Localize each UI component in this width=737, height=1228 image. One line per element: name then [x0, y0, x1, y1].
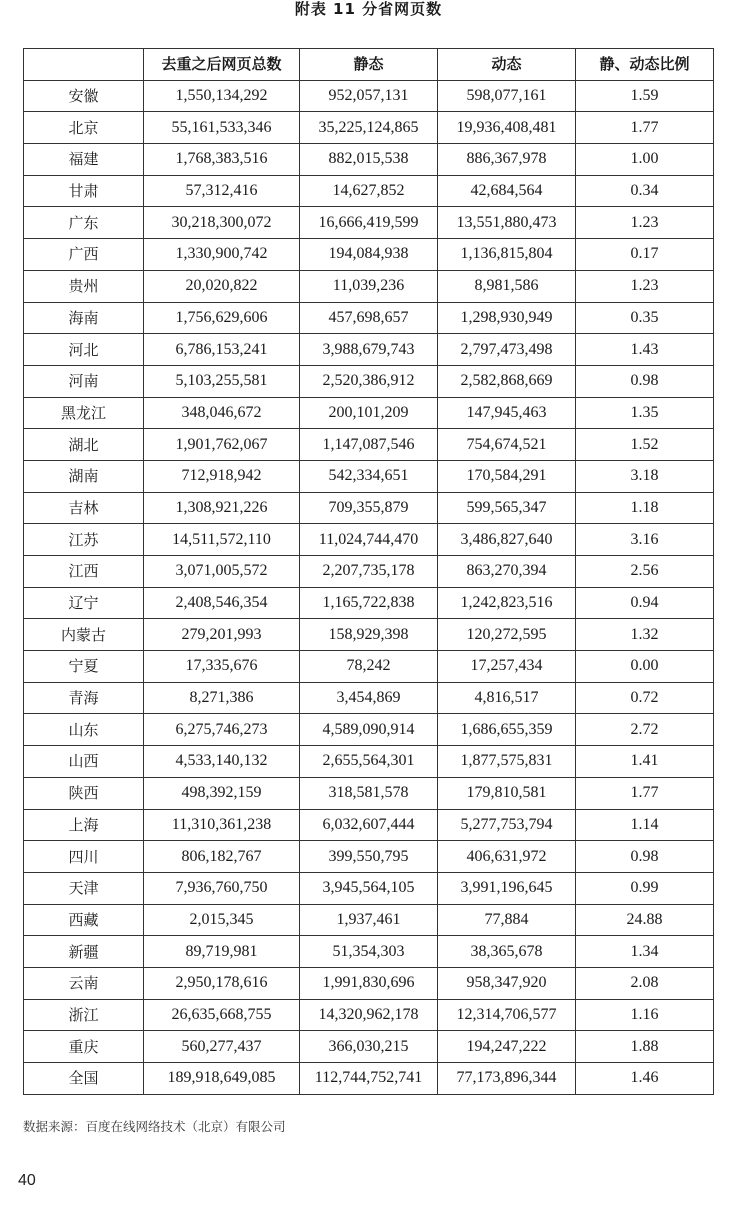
cell-dynamic: 1,136,815,804	[438, 239, 576, 271]
table-row	[24, 682, 714, 714]
cell-dynamic: 17,257,434	[438, 651, 576, 683]
cell-dynamic: 1,242,823,516	[438, 587, 576, 619]
table-row	[24, 904, 714, 936]
cell-static: 1,165,722,838	[300, 587, 438, 619]
cell-province: 辽宁	[24, 587, 144, 619]
cell-ratio: 1.18	[576, 492, 714, 524]
cell-static: 3,454,869	[300, 682, 438, 714]
cell-province: 西藏	[24, 904, 144, 936]
cell-ratio: 1.59	[576, 80, 714, 112]
cell-total-pages: 6,275,746,273	[144, 714, 300, 746]
cell-dynamic: 406,631,972	[438, 841, 576, 873]
cell-ratio: 1.32	[576, 619, 714, 651]
cell-static: 3,945,564,105	[300, 872, 438, 904]
cell-static: 882,015,538	[300, 144, 438, 176]
cell-static: 709,355,879	[300, 492, 438, 524]
cell-province: 山西	[24, 746, 144, 778]
cell-province: 内蒙古	[24, 619, 144, 651]
table-row	[24, 809, 714, 841]
cell-province: 贵州	[24, 270, 144, 302]
cell-total-pages: 189,918,649,085	[144, 1063, 300, 1095]
cell-province: 浙江	[24, 999, 144, 1031]
cell-province: 湖北	[24, 429, 144, 461]
cell-province: 湖南	[24, 460, 144, 492]
cell-ratio: 1.88	[576, 1031, 714, 1063]
cell-total-pages: 6,786,153,241	[144, 334, 300, 366]
cell-total-pages: 712,918,942	[144, 460, 300, 492]
cell-static: 112,744,752,741	[300, 1063, 438, 1095]
cell-dynamic: 754,674,521	[438, 429, 576, 461]
cell-total-pages: 1,768,383,516	[144, 144, 300, 176]
cell-static: 318,581,578	[300, 777, 438, 809]
cell-total-pages: 498,392,159	[144, 777, 300, 809]
cell-total-pages: 89,719,981	[144, 936, 300, 968]
table-row	[24, 239, 714, 271]
cell-dynamic: 13,551,880,473	[438, 207, 576, 239]
cell-ratio: 2.56	[576, 556, 714, 588]
cell-ratio: 1.43	[576, 334, 714, 366]
table-row	[24, 175, 714, 207]
table-row	[24, 397, 714, 429]
cell-static: 399,550,795	[300, 841, 438, 873]
cell-dynamic: 2,797,473,498	[438, 334, 576, 366]
cell-province: 广东	[24, 207, 144, 239]
cell-ratio: 1.34	[576, 936, 714, 968]
cell-ratio: 0.99	[576, 872, 714, 904]
cell-province: 江西	[24, 556, 144, 588]
cell-dynamic: 170,584,291	[438, 460, 576, 492]
table-body	[24, 80, 714, 1094]
cell-static: 3,988,679,743	[300, 334, 438, 366]
cell-ratio: 1.46	[576, 1063, 714, 1095]
table-row	[24, 144, 714, 176]
cell-total-pages: 3,071,005,572	[144, 556, 300, 588]
cell-static: 4,589,090,914	[300, 714, 438, 746]
cell-total-pages: 2,015,345	[144, 904, 300, 936]
table-row	[24, 967, 714, 999]
cell-ratio: 2.72	[576, 714, 714, 746]
cell-static: 2,520,386,912	[300, 365, 438, 397]
cell-static: 16,666,419,599	[300, 207, 438, 239]
cell-province: 云南	[24, 967, 144, 999]
cell-total-pages: 17,335,676	[144, 651, 300, 683]
cell-static: 2,207,735,178	[300, 556, 438, 588]
table-row	[24, 112, 714, 144]
cell-ratio: 2.08	[576, 967, 714, 999]
cell-province: 吉林	[24, 492, 144, 524]
cell-static: 457,698,657	[300, 302, 438, 334]
cell-ratio: 1.14	[576, 809, 714, 841]
cell-static: 14,627,852	[300, 175, 438, 207]
table-title: 附表 11 分省网页数	[294, 0, 443, 18]
cell-dynamic: 3,486,827,640	[438, 524, 576, 556]
cell-ratio: 0.34	[576, 175, 714, 207]
cell-static: 1,147,087,546	[300, 429, 438, 461]
page-number: 40	[18, 1172, 36, 1189]
cell-ratio: 0.17	[576, 239, 714, 271]
cell-dynamic: 599,565,347	[438, 492, 576, 524]
cell-total-pages: 20,020,822	[144, 270, 300, 302]
cell-static: 1,937,461	[300, 904, 438, 936]
cell-total-pages: 348,046,672	[144, 397, 300, 429]
cell-province: 全国	[24, 1063, 144, 1095]
cell-total-pages: 279,201,993	[144, 619, 300, 651]
cell-total-pages: 2,408,546,354	[144, 587, 300, 619]
cell-total-pages: 1,330,900,742	[144, 239, 300, 271]
table-row	[24, 1031, 714, 1063]
cell-total-pages: 1,756,629,606	[144, 302, 300, 334]
header-static: 静态	[300, 49, 438, 81]
cell-static: 78,242	[300, 651, 438, 683]
cell-total-pages: 7,936,760,750	[144, 872, 300, 904]
cell-province: 重庆	[24, 1031, 144, 1063]
cell-total-pages: 14,511,572,110	[144, 524, 300, 556]
table-header-row	[24, 49, 714, 81]
cell-ratio: 1.23	[576, 270, 714, 302]
cell-province: 山东	[24, 714, 144, 746]
header-total-pages: 去重之后网页总数	[144, 49, 300, 81]
table-row	[24, 302, 714, 334]
cell-total-pages: 55,161,533,346	[144, 112, 300, 144]
cell-ratio: 0.72	[576, 682, 714, 714]
cell-ratio: 3.16	[576, 524, 714, 556]
cell-dynamic: 598,077,161	[438, 80, 576, 112]
header-dynamic: 动态	[438, 49, 576, 81]
table-row	[24, 936, 714, 968]
cell-province: 江苏	[24, 524, 144, 556]
cell-static: 194,084,938	[300, 239, 438, 271]
table-row	[24, 80, 714, 112]
cell-total-pages: 57,312,416	[144, 175, 300, 207]
cell-province: 黑龙江	[24, 397, 144, 429]
cell-static: 1,991,830,696	[300, 967, 438, 999]
cell-static: 158,929,398	[300, 619, 438, 651]
table-row	[24, 556, 714, 588]
table-row	[24, 1063, 714, 1095]
cell-total-pages: 1,550,134,292	[144, 80, 300, 112]
cell-ratio: 0.98	[576, 841, 714, 873]
cell-static: 366,030,215	[300, 1031, 438, 1063]
cell-dynamic: 1,686,655,359	[438, 714, 576, 746]
table-row	[24, 524, 714, 556]
cell-dynamic: 1,298,930,949	[438, 302, 576, 334]
cell-static: 200,101,209	[300, 397, 438, 429]
cell-dynamic: 42,684,564	[438, 175, 576, 207]
table-row	[24, 429, 714, 461]
cell-ratio: 0.94	[576, 587, 714, 619]
cell-dynamic: 38,365,678	[438, 936, 576, 968]
data-source-note: 数据来源：百度在线网络技术（北京）有限公司	[23, 1119, 286, 1134]
cell-static: 14,320,962,178	[300, 999, 438, 1031]
cell-static: 51,354,303	[300, 936, 438, 968]
cell-total-pages: 5,103,255,581	[144, 365, 300, 397]
table-row	[24, 999, 714, 1031]
table-row	[24, 207, 714, 239]
cell-dynamic: 77,173,896,344	[438, 1063, 576, 1095]
cell-total-pages: 30,218,300,072	[144, 207, 300, 239]
table-row	[24, 365, 714, 397]
table-row	[24, 460, 714, 492]
table-row	[24, 270, 714, 302]
table-row	[24, 651, 714, 683]
cell-total-pages: 11,310,361,238	[144, 809, 300, 841]
table-row	[24, 777, 714, 809]
cell-province: 上海	[24, 809, 144, 841]
cell-dynamic: 2,582,868,669	[438, 365, 576, 397]
cell-province: 宁夏	[24, 651, 144, 683]
table-row	[24, 619, 714, 651]
cell-dynamic: 120,272,595	[438, 619, 576, 651]
cell-ratio: 1.23	[576, 207, 714, 239]
cell-dynamic: 3,991,196,645	[438, 872, 576, 904]
cell-ratio: 1.35	[576, 397, 714, 429]
cell-static: 35,225,124,865	[300, 112, 438, 144]
cell-dynamic: 4,816,517	[438, 682, 576, 714]
cell-static: 952,057,131	[300, 80, 438, 112]
table-row	[24, 334, 714, 366]
cell-dynamic: 12,314,706,577	[438, 999, 576, 1031]
cell-ratio: 1.41	[576, 746, 714, 778]
header-province	[24, 49, 144, 81]
cell-total-pages: 806,182,767	[144, 841, 300, 873]
cell-province: 四川	[24, 841, 144, 873]
cell-ratio: 1.52	[576, 429, 714, 461]
cell-dynamic: 179,810,581	[438, 777, 576, 809]
cell-dynamic: 194,247,222	[438, 1031, 576, 1063]
cell-province: 河北	[24, 334, 144, 366]
cell-ratio: 0.00	[576, 651, 714, 683]
cell-total-pages: 4,533,140,132	[144, 746, 300, 778]
cell-dynamic: 958,347,920	[438, 967, 576, 999]
cell-total-pages: 1,901,762,067	[144, 429, 300, 461]
cell-province: 陕西	[24, 777, 144, 809]
table-row	[24, 872, 714, 904]
province-webpage-table	[23, 48, 714, 1095]
header-ratio: 静、动态比例	[576, 49, 714, 81]
cell-static: 542,334,651	[300, 460, 438, 492]
cell-dynamic: 147,945,463	[438, 397, 576, 429]
cell-dynamic: 886,367,978	[438, 144, 576, 176]
cell-ratio: 1.00	[576, 144, 714, 176]
cell-province: 新疆	[24, 936, 144, 968]
cell-dynamic: 77,884	[438, 904, 576, 936]
cell-province: 甘肃	[24, 175, 144, 207]
table-row	[24, 714, 714, 746]
table-row	[24, 746, 714, 778]
table-row	[24, 841, 714, 873]
cell-total-pages: 2,950,178,616	[144, 967, 300, 999]
cell-province: 安徽	[24, 80, 144, 112]
cell-ratio: 0.98	[576, 365, 714, 397]
cell-ratio: 1.77	[576, 112, 714, 144]
cell-province: 福建	[24, 144, 144, 176]
cell-dynamic: 1,877,575,831	[438, 746, 576, 778]
cell-dynamic: 5,277,753,794	[438, 809, 576, 841]
cell-dynamic: 19,936,408,481	[438, 112, 576, 144]
cell-total-pages: 560,277,437	[144, 1031, 300, 1063]
cell-province: 广西	[24, 239, 144, 271]
cell-static: 2,655,564,301	[300, 746, 438, 778]
cell-static: 6,032,607,444	[300, 809, 438, 841]
table-row	[24, 587, 714, 619]
cell-province: 海南	[24, 302, 144, 334]
cell-total-pages: 8,271,386	[144, 682, 300, 714]
cell-province: 天津	[24, 872, 144, 904]
table-row	[24, 492, 714, 524]
cell-static: 11,024,744,470	[300, 524, 438, 556]
cell-static: 11,039,236	[300, 270, 438, 302]
cell-ratio: 1.16	[576, 999, 714, 1031]
cell-ratio: 0.35	[576, 302, 714, 334]
cell-ratio: 3.18	[576, 460, 714, 492]
cell-ratio: 24.88	[576, 904, 714, 936]
cell-province: 河南	[24, 365, 144, 397]
cell-total-pages: 1,308,921,226	[144, 492, 300, 524]
cell-dynamic: 8,981,586	[438, 270, 576, 302]
cell-province: 北京	[24, 112, 144, 144]
cell-province: 青海	[24, 682, 144, 714]
cell-total-pages: 26,635,668,755	[144, 999, 300, 1031]
cell-ratio: 1.77	[576, 777, 714, 809]
cell-dynamic: 863,270,394	[438, 556, 576, 588]
